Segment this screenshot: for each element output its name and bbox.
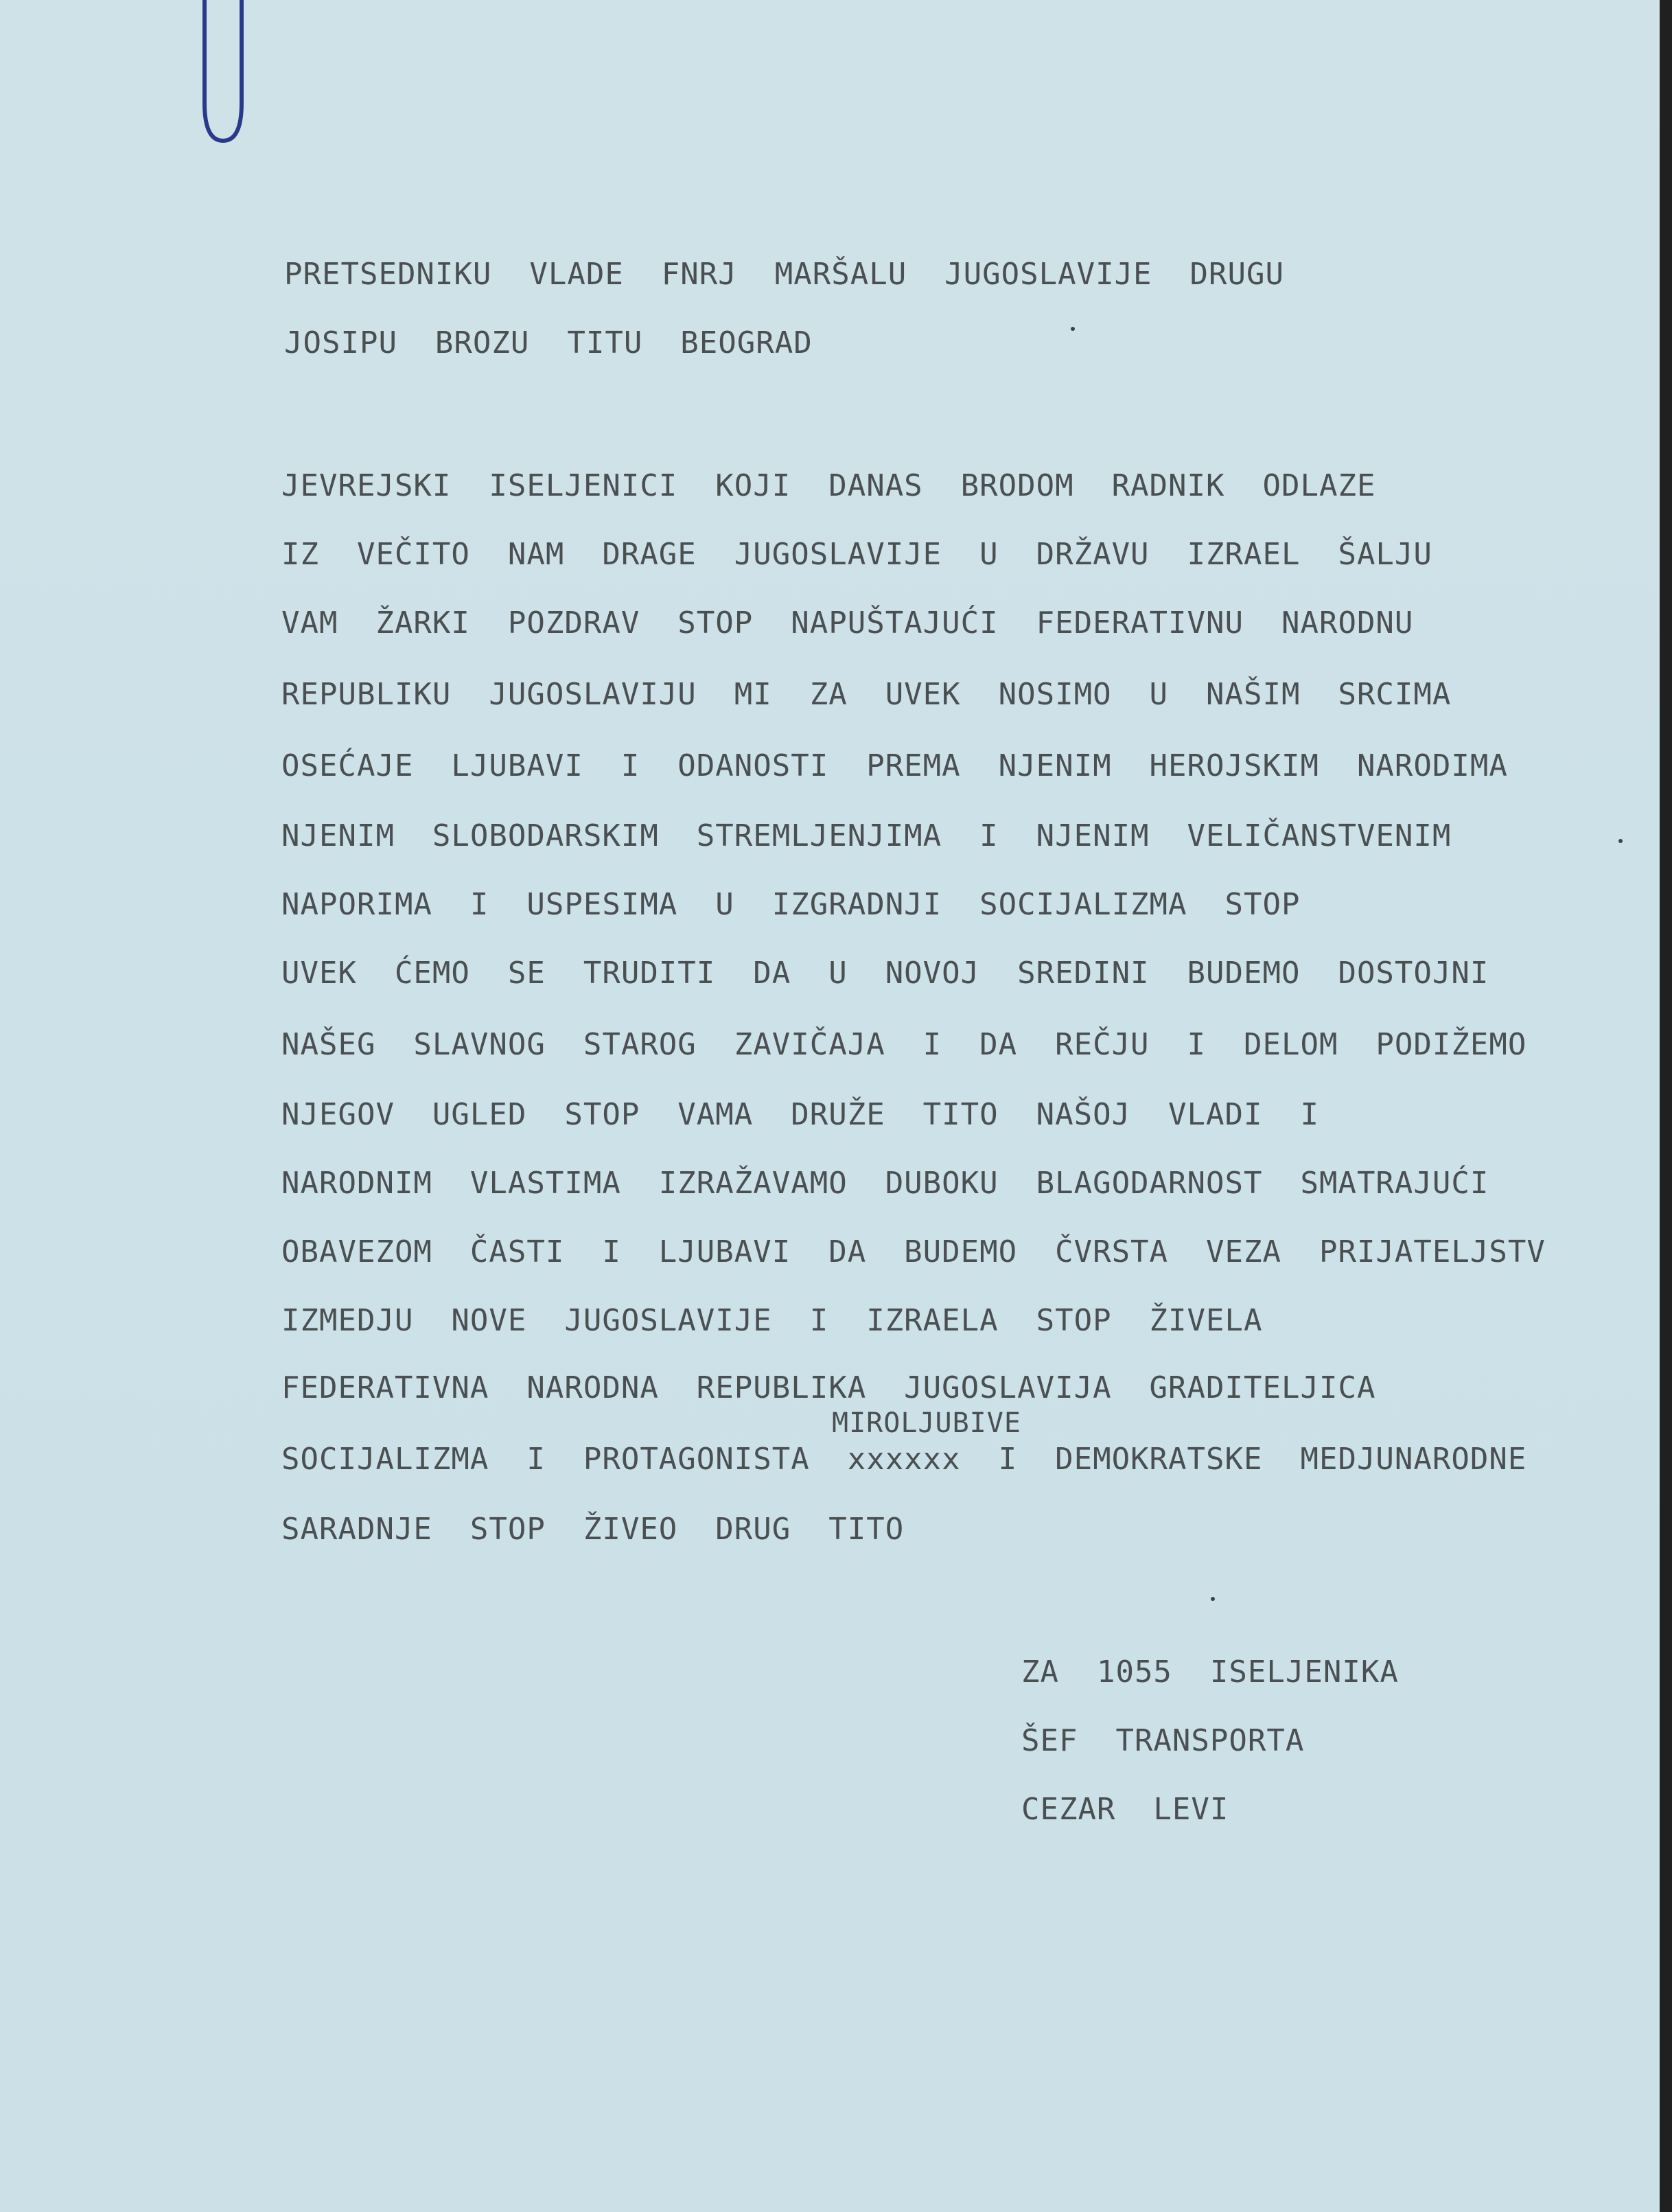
address-line-2: JOSIPU BROZU TITU BEOGRAD	[284, 325, 813, 360]
scan-edge	[1660, 0, 1672, 2212]
body-line-14: FEDERATIVNA NARODNA REPUBLIKA JUGOSLAVIJA GRADITELJICA	[281, 1370, 1376, 1405]
body-line-1: JEVREJSKI ISELJENICI KOJI DANAS BRODOM RADNIK ODLAZE	[281, 468, 1376, 503]
body-line-15: SOCIJALIZMA I PROTAGONISTA xxxxxx I DEMOKRATSKE MEDJUNARODNE	[281, 1442, 1527, 1477]
body-line-11: NARODNIM VLASTIMA IZRAŽAVAMO DUBOKU BLAGODARNOST SMATRAJUĆI	[281, 1166, 1489, 1201]
ink-speck	[1071, 327, 1075, 331]
ink-speck	[1211, 1597, 1215, 1601]
paperclip-mark	[199, 0, 247, 144]
body-line-7: NAPORIMA I USPESIMA U IZGRADNJI SOCIJALIZMA STOP	[281, 887, 1301, 922]
body-line-2: IZ VEČITO NAM DRAGE JUGOSLAVIJE U DRŽAVU IZRAEL ŠALJU	[281, 537, 1432, 572]
body-line-3: VAM ŽARKI POZDRAV STOP NAPUŠTAJUĆI FEDERATIVNU NARODNU	[281, 606, 1414, 641]
address-line-1: PRETSEDNIKU VLADE FNRJ MARŠALU JUGOSLAVIJE DRUGU	[284, 257, 1284, 292]
signature-name: CEZAR LEVI	[1021, 1792, 1229, 1827]
body-line-5: OSEĆAJE LJUBAVI I ODANOSTI PREMA NJENIM HEROJSKIM NARODIMA	[281, 748, 1508, 783]
body-line-12: OBAVEZOM ČASTI I LJUBAVI DA BUDEMO ČVRSTA VEZA PRIJATELJSTV	[281, 1234, 1546, 1269]
body-line-4: REPUBLIKU JUGOSLAVIJU MI ZA UVEK NOSIMO U NAŠIM SRCIMA	[281, 677, 1452, 712]
handtyped-insertion: MIROLJUBIVE	[832, 1407, 1021, 1439]
signature-line-1: ZA 1055 ISELJENIKA	[1021, 1655, 1399, 1690]
signature-line-2: ŠEF TRANSPORTA	[1021, 1723, 1305, 1758]
body-line-16: SARADNJE STOP ŽIVEO DRUG TITO	[281, 1512, 905, 1547]
body-line-10: NJEGOV UGLED STOP VAMA DRUŽE TITO NAŠOJ VLADI I	[281, 1097, 1319, 1132]
body-line-13: IZMEDJU NOVE JUGOSLAVIJE I IZRAELA STOP ŽIVELA	[281, 1303, 1263, 1338]
body-line-6: NJENIM SLOBODARSKIM STREMLJENJIMA I NJENIM VELIČANSTVENIM	[281, 818, 1452, 853]
body-line-8: UVEK ĆEMO SE TRUDITI DA U NOVOJ SREDINI BUDEMO DOSTOJNI	[281, 956, 1489, 991]
body-line-9: NAŠEG SLAVNOG STAROG ZAVIČAJA I DA REČJU I DELOM PODIŽEMO	[281, 1027, 1527, 1062]
ink-speck	[1618, 839, 1623, 843]
